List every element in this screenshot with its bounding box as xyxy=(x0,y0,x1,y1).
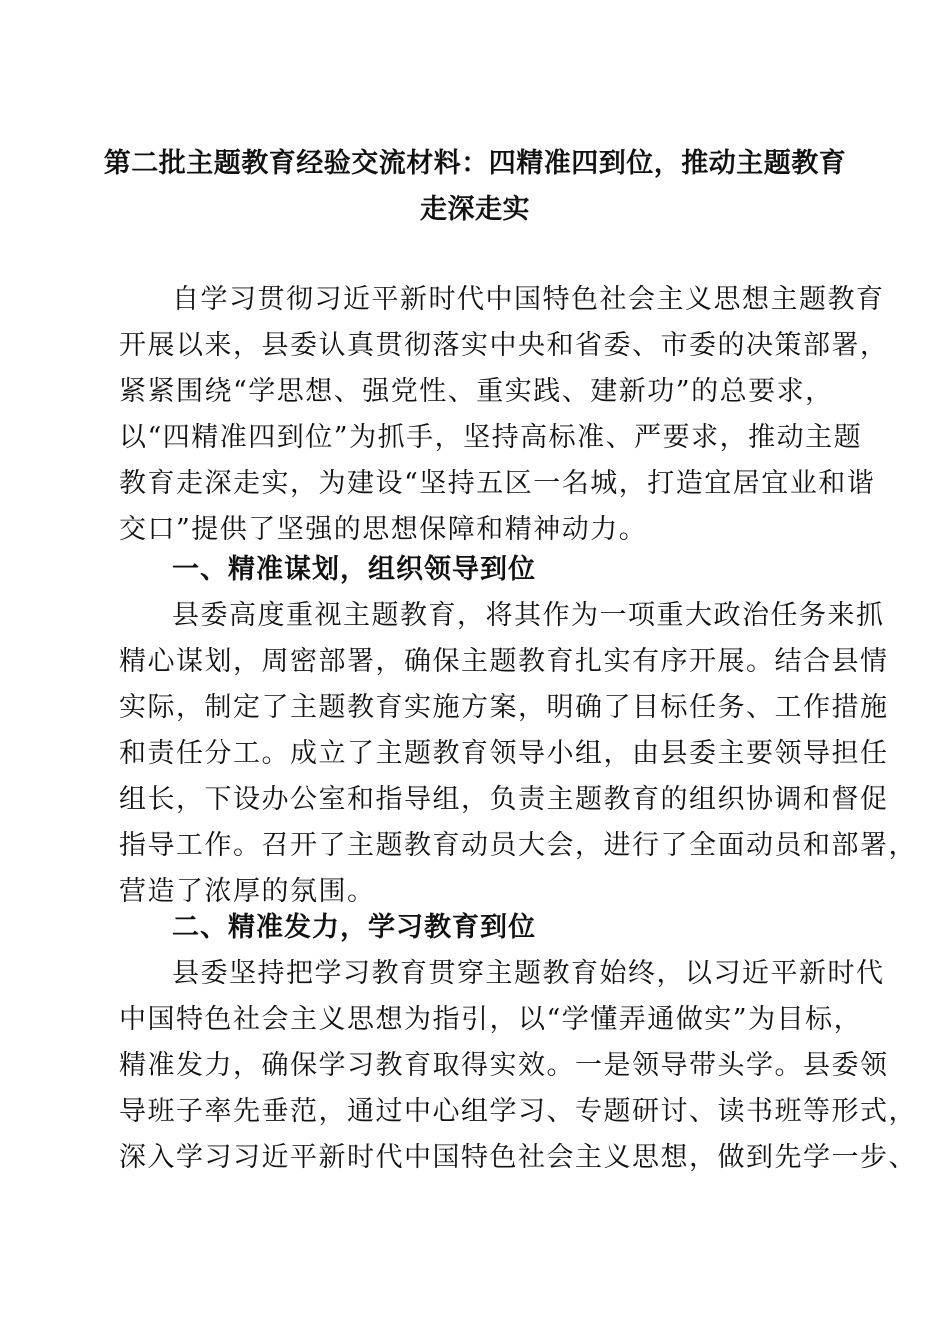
section-1-line-1: 县委高度重视主题教育，将其作为一项重大政治任务来抓 xyxy=(172,600,885,631)
section-2-line-2: 中国特色社会主义思想为指引，以“学懂弄通做实”为目标， xyxy=(119,1004,863,1035)
section-1-line-2: 精心谋划，周密部署，确保主题教育扎实有序开展。结合县情 xyxy=(119,646,889,677)
section-1-line-6: 指导工作。召开了主题教育动员大会，进行了全面动员和部署， xyxy=(119,830,917,861)
section-1-line-7: 营造了浓厚的氛围。 xyxy=(119,876,376,907)
document-title-line-2: 走深走实 xyxy=(420,194,530,225)
section-2-line-1: 县委坚持把学习教育贯穿主题教育始终，以习近平新时代 xyxy=(172,958,885,989)
section-1-line-3: 实际，制定了主题教育实施方案，明确了目标任务、工作措施 xyxy=(119,692,889,723)
intro-line-6: 交口”提供了坚强的思想保障和精神动力。 xyxy=(119,514,648,545)
section-2-line-4: 导班子率先垂范，通过中心组学习、专题研讨、读书班等形式， xyxy=(119,1096,917,1127)
section-2-line-3: 精准发力，确保学习教育取得实效。一是领导带头学。县委领 xyxy=(119,1050,889,1081)
document-title-line-1: 第二批主题教育经验交流材料：四精准四到位，推动主题教育 xyxy=(103,148,847,179)
section-2-heading: 二、精准发力，学习教育到位 xyxy=(172,912,536,943)
intro-line-5: 教育走深走实，为建设“坚持五区一名城，打造宜居宜业和谐 xyxy=(119,468,876,499)
intro-line-3: 紧紧围绕“学思想、强党性、重实践、建新功”的总要求， xyxy=(119,376,834,407)
section-2-line-5: 深入学习习近平新时代中国特色社会主义思想，做到先学一步、 xyxy=(119,1142,917,1173)
intro-line-4: 以“四精准四到位”为抓手，坚持高标准、严要求，推动主题 xyxy=(119,422,863,453)
intro-line-2: 开展以来，县委认真贯彻落实中央和省委、市委的决策部署， xyxy=(119,330,889,361)
section-1-heading: 一、精准谋划，组织领导到位 xyxy=(172,554,536,585)
intro-line-1: 自学习贯彻习近平新时代中国特色社会主义思想主题教育 xyxy=(172,284,885,315)
section-1-line-5: 组长，下设办公室和指导组，负责主题教育的组织协调和督促 xyxy=(119,784,889,815)
section-1-line-4: 和责任分工。成立了主题教育领导小组，由县委主要领导担任 xyxy=(119,738,889,769)
